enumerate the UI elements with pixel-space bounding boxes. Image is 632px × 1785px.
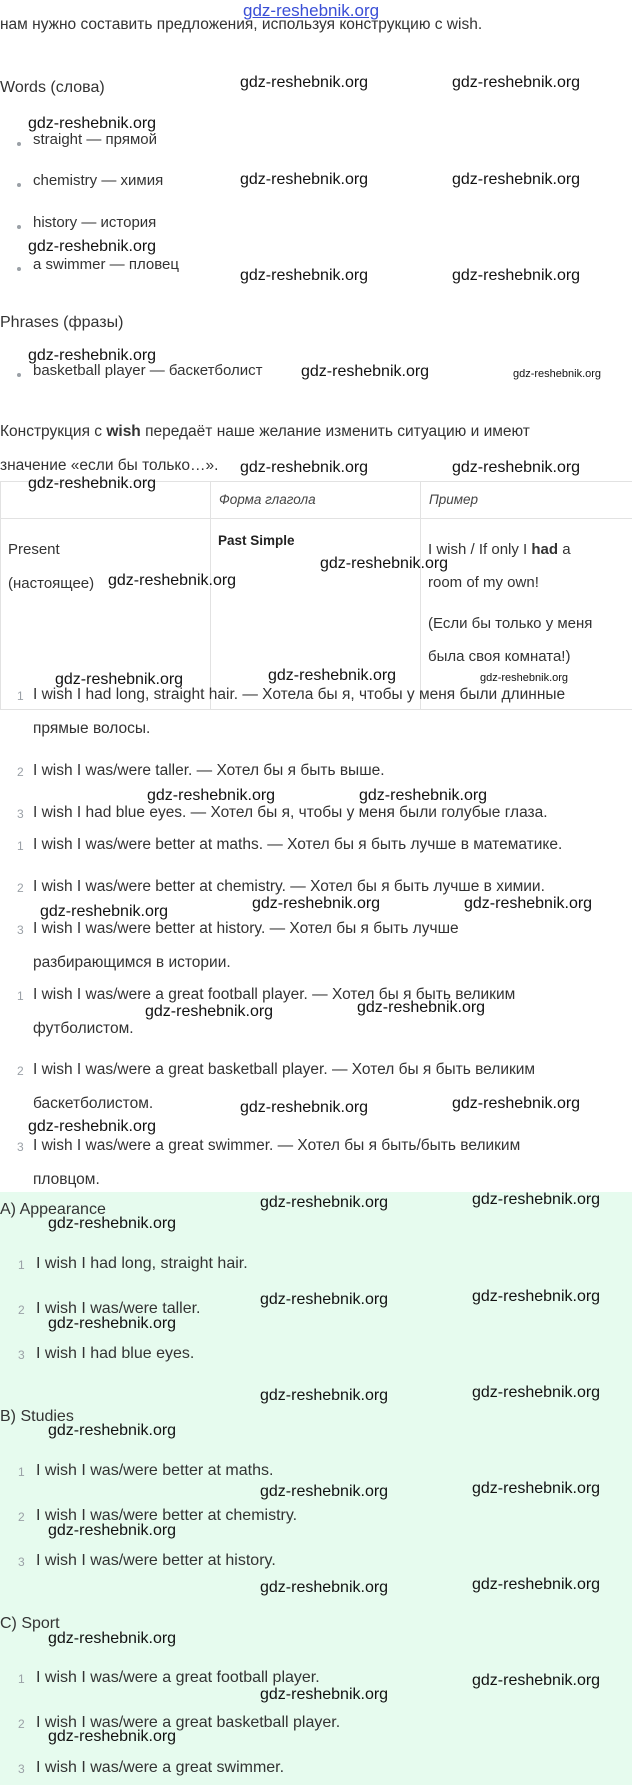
- word-item: chemistry — химия: [33, 172, 164, 189]
- watermark: gdz-reshebnik.org: [513, 368, 602, 380]
- watermark: gdz-reshebnik.org: [48, 1728, 177, 1745]
- bullet: [17, 225, 21, 229]
- translation-line: I wish I had long, straight hair. — Хотела бы я, чтобы у меня были длинные: [33, 686, 566, 703]
- watermark: gdz-reshebnik.org: [452, 171, 581, 188]
- watermark: gdz-reshebnik.org: [268, 667, 397, 684]
- watermark: gdz-reshebnik.org: [357, 999, 486, 1016]
- watermark: gdz-reshebnik.org: [28, 1118, 157, 1135]
- item-number: 1: [18, 1672, 25, 1686]
- watermark: gdz-reshebnik.org: [48, 1422, 177, 1439]
- watermark: gdz-reshebnik.org: [472, 1384, 601, 1401]
- item-number: 3: [18, 1762, 25, 1776]
- answer-line: I wish I was/were a great swimmer.: [36, 1759, 285, 1776]
- table-cell-example: I wish / If only I had a room of my own! (Если бы только у меня была своя комната!): [421, 519, 632, 710]
- word-item: a swimmer — пловец: [33, 256, 179, 273]
- item-number: 2: [17, 881, 24, 895]
- answer-line: I wish I was/were a great football player.: [36, 1669, 320, 1686]
- watermark: gdz-reshebnik.org: [260, 1291, 389, 1308]
- bullet: [17, 142, 21, 146]
- bullet: [17, 267, 21, 271]
- item-number: 2: [17, 765, 24, 779]
- watermark: gdz-reshebnik.org: [260, 1483, 389, 1500]
- watermark: gdz-reshebnik.org: [147, 787, 276, 804]
- bullet: [17, 183, 21, 187]
- item-number: 3: [18, 1348, 25, 1362]
- watermark: gdz-reshebnik.org: [452, 1095, 581, 1112]
- translation-line: I wish I was/were a great basketball player. — Хотел бы я быть великим: [33, 1061, 536, 1078]
- watermark: gdz-reshebnik.org: [240, 1099, 369, 1116]
- table-header: Пример: [421, 482, 632, 519]
- translation-line: I wish I was/were better at chemistry. — Хотел бы я быть лучше в химии.: [33, 878, 545, 895]
- translation-line: I wish I was/were a great swimmer. — Хотел бы я быть/быть великим: [33, 1137, 521, 1154]
- watermark: gdz-reshebnik.org: [55, 671, 184, 688]
- translation-line: I wish I was/were better at maths. — Хотел бы я быть лучше в математике.: [33, 836, 563, 853]
- answer-line: I wish I was/were a great basketball player.: [36, 1714, 341, 1731]
- watermark: gdz-reshebnik.org: [472, 1288, 601, 1305]
- answer-line: I wish I had blue eyes.: [36, 1345, 195, 1362]
- watermark[interactable]: gdz-reshebnik.org: [243, 1, 380, 20]
- item-number: 1: [17, 989, 24, 1003]
- translation-line: прямые волосы.: [33, 720, 151, 737]
- item-number: 1: [17, 689, 24, 703]
- word-item: straight — прямой: [33, 131, 157, 148]
- translation-line: футболистом.: [33, 1020, 134, 1037]
- section-heading-sport: C) Sport: [0, 1615, 60, 1632]
- watermark: gdz-reshebnik.org: [260, 1194, 389, 1211]
- watermark: gdz-reshebnik.org: [48, 1522, 177, 1539]
- section-heading-appearance: A) Appearance: [0, 1201, 106, 1218]
- watermark: gdz-reshebnik.org: [28, 115, 157, 132]
- item-number: 2: [17, 1064, 24, 1078]
- item-number: 2: [18, 1303, 25, 1317]
- item-number: 3: [18, 1555, 25, 1569]
- watermark: gdz-reshebnik.org: [260, 1579, 389, 1596]
- item-number: 1: [17, 839, 24, 853]
- bullet: [17, 373, 21, 377]
- translation-line: I wish I had blue eyes. — Хотел бы я, чтобы у меня были голубые глаза.: [33, 804, 548, 821]
- watermark: gdz-reshebnik.org: [301, 363, 430, 380]
- watermark: gdz-reshebnik.org: [260, 1686, 389, 1703]
- answer-line: I wish I had long, straight hair.: [36, 1255, 248, 1272]
- item-number: 1: [18, 1258, 25, 1272]
- watermark: gdz-reshebnik.org: [48, 1630, 177, 1647]
- item-number: 2: [18, 1510, 25, 1524]
- phrases-heading: Phrases (фразы): [0, 314, 124, 331]
- watermark: gdz-reshebnik.org: [28, 475, 157, 492]
- translation-line: I wish I was/were better at history. — Хотел бы я быть лучше: [33, 920, 459, 937]
- item-number: 1: [18, 1465, 25, 1479]
- item-number: 3: [17, 1140, 24, 1154]
- answer-line: I wish I was/were better at chemistry.: [36, 1507, 298, 1524]
- section-heading-studies: B) Studies: [0, 1408, 74, 1425]
- watermark: gdz-reshebnik.org: [240, 74, 369, 91]
- watermark: gdz-reshebnik.org: [464, 895, 593, 912]
- watermark: gdz-reshebnik.org: [240, 171, 369, 188]
- watermark: gdz-reshebnik.org: [452, 459, 581, 476]
- word-item: history — история: [33, 214, 157, 231]
- intro-text: нам нужно составить предложения, используя конструкцию с wish.: [0, 16, 483, 33]
- watermark: gdz-reshebnik.org: [472, 1672, 601, 1689]
- watermark: gdz-reshebnik.org: [48, 1315, 177, 1332]
- watermark: gdz-reshebnik.org: [480, 672, 569, 684]
- watermark: gdz-reshebnik.org: [452, 74, 581, 91]
- watermark: gdz-reshebnik.org: [472, 1576, 601, 1593]
- phrase-item: basketball player — баскетболист: [33, 362, 263, 379]
- translation-line: I wish I was/were taller. — Хотел бы я быть выше.: [33, 762, 385, 779]
- table-header: Форма глагола: [211, 482, 421, 519]
- answer-line: I wish I was/were better at history.: [36, 1552, 276, 1569]
- watermark: gdz-reshebnik.org: [320, 555, 449, 572]
- table-cell-form: Past Simple: [211, 519, 421, 710]
- watermark: gdz-reshebnik.org: [472, 1480, 601, 1497]
- words-heading: Words (слова): [0, 79, 105, 96]
- translation-line: разбирающимся в истории.: [33, 954, 231, 971]
- item-number: 3: [17, 923, 24, 937]
- watermark: gdz-reshebnik.org: [452, 267, 581, 284]
- watermark: gdz-reshebnik.org: [145, 1003, 274, 1020]
- watermark: gdz-reshebnik.org: [108, 572, 237, 589]
- table-cell-tense: Present (настоящее): [1, 519, 211, 710]
- construction-text-line2: значение «если бы только…».: [0, 457, 219, 474]
- watermark: gdz-reshebnik.org: [28, 238, 157, 255]
- watermark: gdz-reshebnik.org: [472, 1191, 601, 1208]
- watermark: gdz-reshebnik.org: [252, 895, 381, 912]
- watermark: gdz-reshebnik.org: [48, 1215, 177, 1232]
- watermark: gdz-reshebnik.org: [240, 267, 369, 284]
- watermark: gdz-reshebnik.org: [260, 1387, 389, 1404]
- item-number: 3: [17, 807, 24, 821]
- answer-line: I wish I was/were taller.: [36, 1300, 201, 1317]
- translation-line: баскетболистом.: [33, 1095, 154, 1112]
- watermark: gdz-reshebnik.org: [359, 787, 488, 804]
- watermark: gdz-reshebnik.org: [40, 903, 169, 920]
- watermark: gdz-reshebnik.org: [240, 459, 369, 476]
- translation-line: пловцом.: [33, 1171, 100, 1188]
- watermark: gdz-reshebnik.org: [28, 347, 157, 364]
- construction-text: Конструкция с wish передаёт наше желание изменить ситуацию и имеют: [0, 423, 530, 440]
- translation-line: I wish I was/were a great football player. — Хотел бы я быть великим: [33, 986, 516, 1003]
- item-number: 2: [18, 1717, 25, 1731]
- answer-line: I wish I was/were better at maths.: [36, 1462, 274, 1479]
